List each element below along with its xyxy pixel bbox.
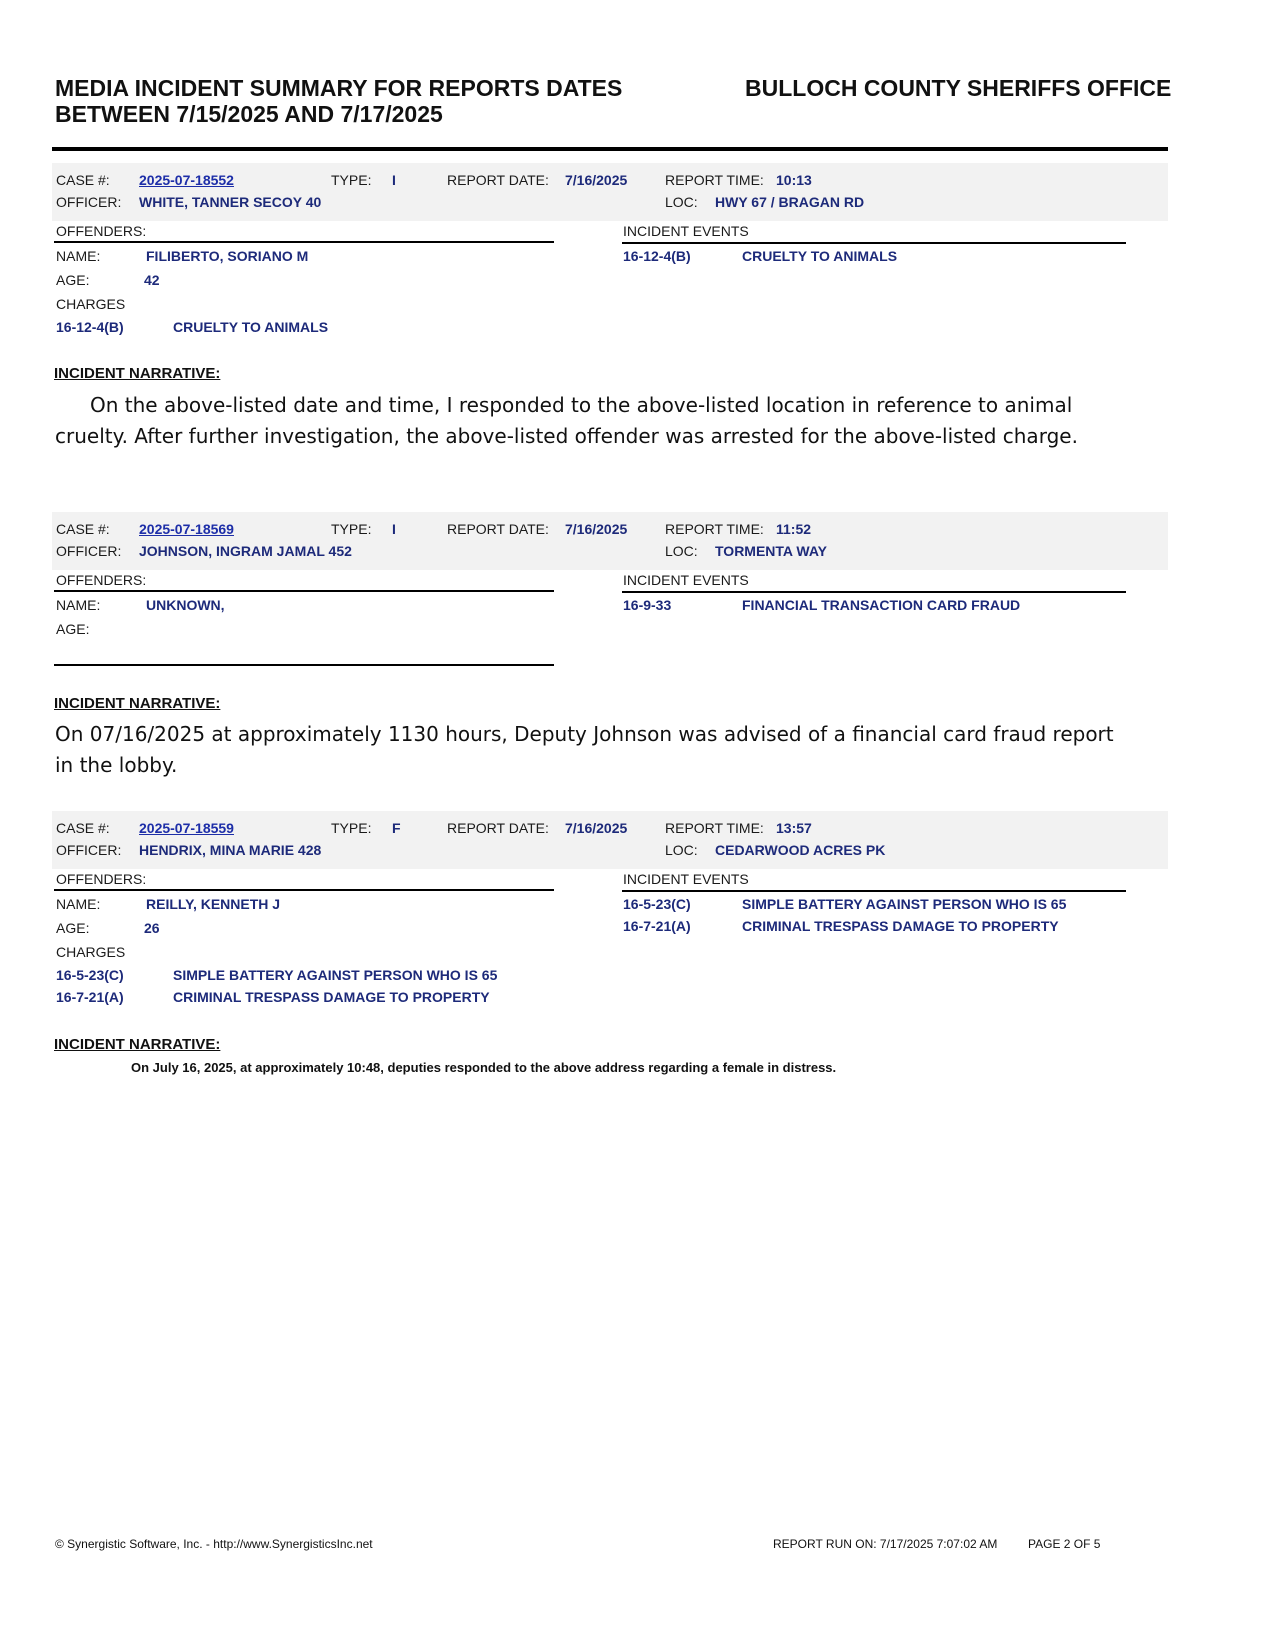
offenders-rule [54,241,554,243]
event-desc: SIMPLE BATTERY AGAINST PERSON WHO IS 65 [742,896,1067,912]
incident-events-rule [622,591,1126,593]
age-label: AGE: [56,621,90,637]
report-date-value: 7/16/2025 [565,820,628,836]
charge-code: 16-7-21(A) [56,989,124,1005]
officer-label: OFFICER: [56,194,122,210]
footer-page-number: PAGE 2 OF 5 [1028,1537,1101,1551]
officer-value: WHITE, TANNER SECOY 40 [139,194,322,210]
incident-events-label: INCIDENT EVENTS [623,223,749,239]
type-label: TYPE: [331,172,372,188]
offenders-end-rule [54,664,554,666]
name-label: NAME: [56,597,101,613]
offenders-label: OFFENDERS: [56,223,147,239]
type-value: F [392,820,401,836]
offenders-label: OFFENDERS: [56,871,147,887]
incident-events-label: INCIDENT EVENTS [623,572,749,588]
event-code: 16-9-33 [623,597,672,613]
charges-label: CHARGES [56,944,126,960]
report-time-value: 13:57 [776,820,812,836]
type-label: TYPE: [331,820,372,836]
incident-narrative: On July 16, 2025, at approximately 10:48, deputies responded to the above address regarding a female in distress. [131,1060,837,1075]
case-number-link[interactable]: 2025-07-18552 [139,172,234,188]
loc-label: LOC: [665,543,698,559]
page-title: MEDIA INCIDENT SUMMARY FOR REPORTS DATES BETWEEN 7/15/2025 AND 7/17/2025 [55,75,623,127]
offenders-label: OFFENDERS: [56,572,147,588]
narrative-label: INCIDENT NARRATIVE: [54,1036,221,1053]
event-code: 16-12-4(B) [623,248,691,264]
incident-events-rule [622,242,1126,244]
case-number-label: CASE #: [56,820,110,836]
incident-events-rule [622,890,1126,892]
incident-narrative: On 07/16/2025 at approximately 1130 hours, Deputy Johnson was advised of a financial card fraud report in the lobby. [55,722,1114,777]
event-code: 16-5-23(C) [623,896,691,912]
charge-code: 16-12-4(B) [56,319,124,335]
loc-value: HWY 67 / BRAGAN RD [715,194,865,210]
type-value: I [392,521,396,537]
event-desc: CRIMINAL TRESPASS DAMAGE TO PROPERTY [742,918,1059,934]
name-label: NAME: [56,248,101,264]
case-number-link[interactable]: 2025-07-18569 [139,521,234,537]
report-date-value: 7/16/2025 [565,172,628,188]
type-value: I [392,172,396,188]
age-label: AGE: [56,920,90,936]
loc-label: LOC: [665,194,698,210]
report-date-value: 7/16/2025 [565,521,628,537]
officer-label: OFFICER: [56,543,122,559]
offender-name: FILIBERTO, SORIANO M [146,248,309,264]
narrative-label: INCIDENT NARRATIVE: [54,365,221,382]
type-label: TYPE: [331,521,372,537]
event-code: 16-7-21(A) [623,918,691,934]
case-number-label: CASE #: [56,521,110,537]
case-number-label: CASE #: [56,172,110,188]
event-desc: CRUELTY TO ANIMALS [742,248,898,264]
officer-value: HENDRIX, MINA MARIE 428 [139,842,322,858]
charge-code: 16-5-23(C) [56,967,124,983]
report-time-label: REPORT TIME: [665,172,764,188]
offenders-rule [54,889,554,891]
incident-narrative: On the above-listed date and time, I responded to the above-listed location in reference to animal cruelty. After further investigation, the above-listed offender was arrested for the above-listed charge. [55,393,1078,448]
footer-copyright: © Synergistic Software, Inc. - http://www.SynergisticsInc.net [55,1537,373,1551]
charge-desc: CRUELTY TO ANIMALS [173,319,329,335]
footer-report-run: REPORT RUN ON: 7/17/2025 7:07:02 AM [773,1537,998,1551]
offender-age: 42 [144,272,160,288]
offender-name: REILLY, KENNETH J [146,896,281,912]
offender-age: 26 [144,920,160,936]
offender-name: UNKNOWN, [146,597,225,613]
name-label: NAME: [56,896,101,912]
case-number-link[interactable]: 2025-07-18559 [139,820,234,836]
loc-label: LOC: [665,842,698,858]
charges-label: CHARGES [56,296,126,312]
officer-value: JOHNSON, INGRAM JAMAL 452 [139,543,352,559]
loc-value: TORMENTA WAY [715,543,828,559]
charge-desc: SIMPLE BATTERY AGAINST PERSON WHO IS 65 [173,967,498,983]
agency-name: BULLOCH COUNTY SHERIFFS OFFICE [745,75,1172,101]
report-date-label: REPORT DATE: [447,172,549,188]
narrative-label: INCIDENT NARRATIVE: [54,695,221,712]
offenders-rule [54,590,554,592]
officer-label: OFFICER: [56,842,122,858]
report-time-label: REPORT TIME: [665,521,764,537]
report-date-label: REPORT DATE: [447,820,549,836]
event-desc: FINANCIAL TRANSACTION CARD FRAUD [742,597,1021,613]
report-date-label: REPORT DATE: [447,521,549,537]
report-time-label: REPORT TIME: [665,820,764,836]
age-label: AGE: [56,272,90,288]
incident-events-label: INCIDENT EVENTS [623,871,749,887]
charge-desc: CRIMINAL TRESPASS DAMAGE TO PROPERTY [173,989,490,1005]
report-time-value: 11:52 [776,521,812,537]
loc-value: CEDARWOOD ACRES PK [715,842,886,858]
report-time-value: 10:13 [776,172,812,188]
header-divider [52,147,1168,151]
